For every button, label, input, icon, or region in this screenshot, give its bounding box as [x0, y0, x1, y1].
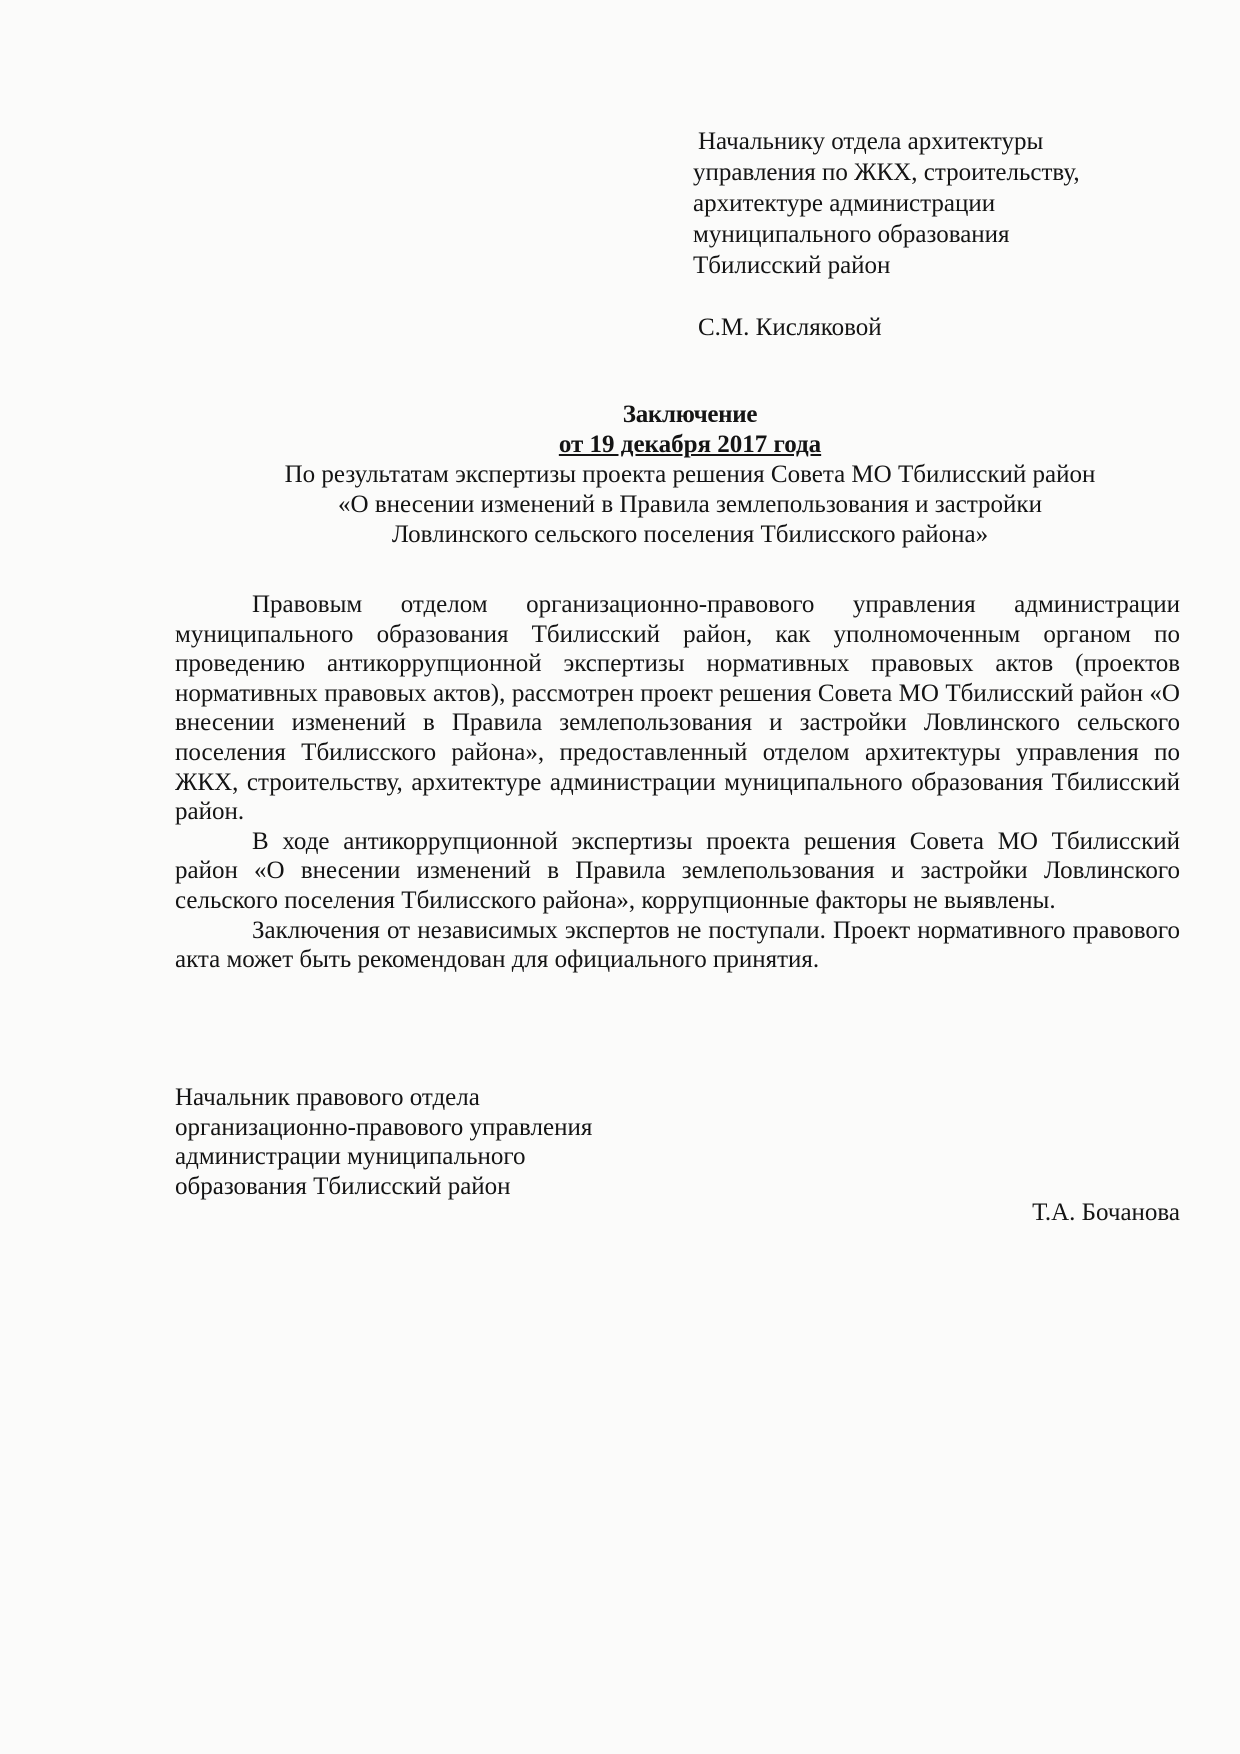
addressee-line: Тбилисский район [693, 252, 891, 279]
addressee-name: С.М. Кисляковой [698, 314, 882, 341]
addressee-line: Начальнику отдела архитектуры [698, 128, 1044, 155]
subject-line: Ловлинского сельского поселения Тбилисского района» [391, 521, 989, 548]
addressee-line: управления по ЖКХ, строительству, [693, 159, 1080, 186]
document-title: Заключение [622, 401, 758, 428]
subject-line: По результатам экспертизы проекта решения Совета МО Тбилисский район [284, 461, 1096, 488]
document-date: от 19 декабря 2017 года [558, 431, 822, 458]
document-body [175, 590, 1180, 975]
body-paragraph: В ходе антикоррупционной экспертизы проекта решения Совета МО Тбилисский район «О внесении изменений в Правила землепользования и застройки Ловлинского сельского поселения Тбилисского района», коррупционные факторы не выявлены. [175, 827, 1180, 914]
addressee-line: муниципального образования [693, 221, 1010, 248]
subject-line: «О внесении изменений в Правила землепользования и застройки [338, 491, 1042, 518]
signer-position-line: образования Тбилисский район [175, 1172, 511, 1200]
signer-position [175, 1083, 1180, 1201]
signer-position-line: организационно-правового управления [175, 1113, 593, 1141]
addressee-line: архитектуре администрации [693, 190, 996, 217]
signer-position-line: Начальник правового отдела [175, 1084, 480, 1111]
signature-block [175, 1083, 1180, 1226]
addressee-block [693, 126, 1153, 343]
body-paragraph: Заключения от независимых экспертов не поступали. Проект нормативного правового акта может быть рекомендован для официального принятия. [175, 916, 1180, 974]
signer-position-line: администрации муниципального [175, 1143, 526, 1170]
document-heading [170, 400, 1210, 550]
signer-name: Т.А. Бочанова [1032, 1199, 1180, 1226]
body-paragraph: Правовым отделом организационно-правового управления администрации муниципального образования Тбилисский район, как уполномоченным органом по проведению антикоррупционной экспертизы нормативных правовых актов (проектов нормативных правовых актов), рассмотрен проект решения Совета МО Тбилисский район «О внесении изменений в Правила землепользования и застройки Ловлинского сельского поселения Тбилисского района», предоставленный отделом архитектуры управления по ЖКХ, строительству, архитектуре администрации муниципального образования Тбилисский район. [175, 591, 1180, 826]
